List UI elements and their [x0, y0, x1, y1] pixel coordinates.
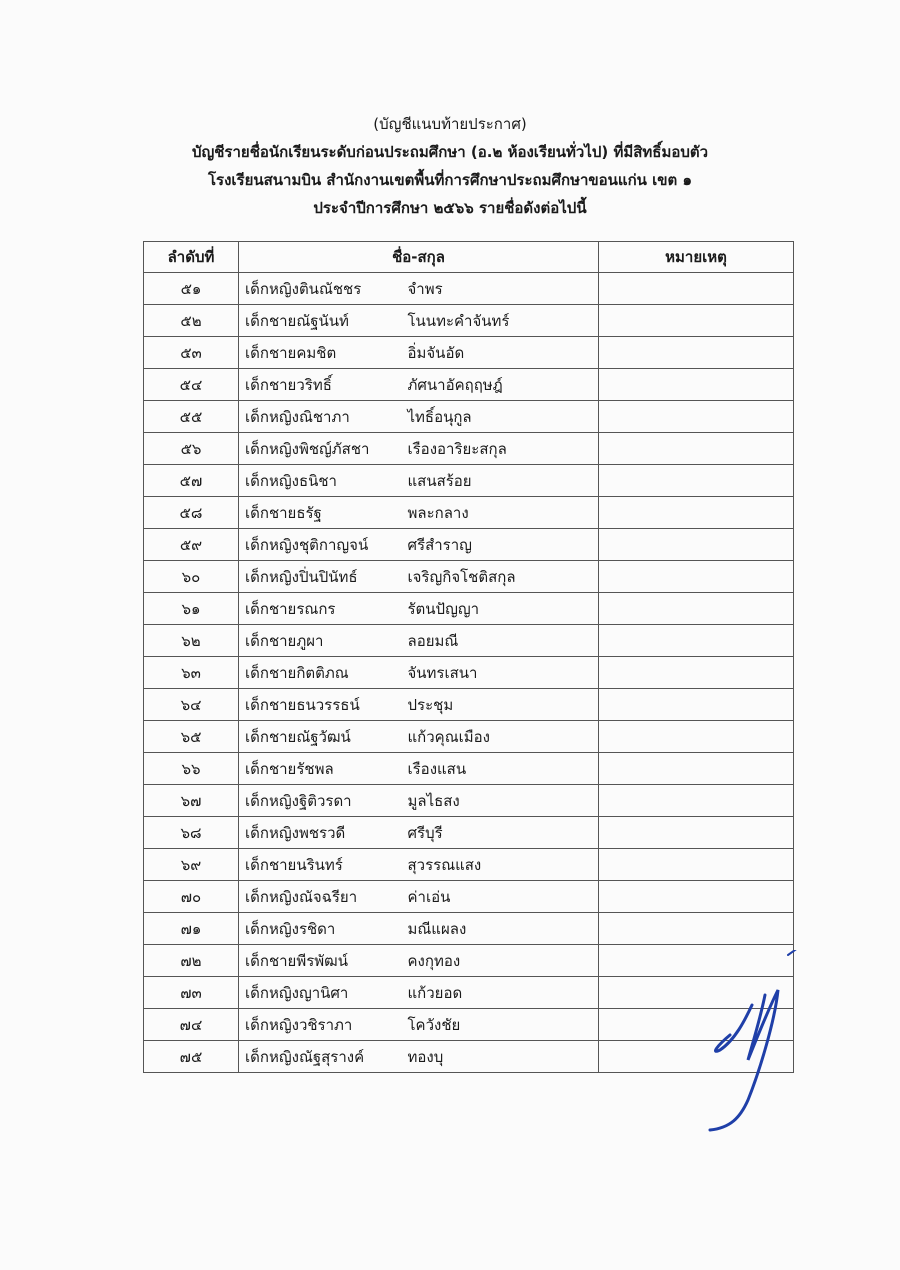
- student-surname: แสนสร้อย: [404, 465, 599, 497]
- table-row: [144, 721, 794, 753]
- student-name: เด็กชายกิตติภณ: [239, 657, 404, 689]
- handwritten-signature: [690, 950, 810, 1140]
- row-note: [599, 849, 794, 881]
- student-name: เด็กหญิงตินณัชชร: [239, 273, 404, 305]
- row-number: ๗๔: [144, 1009, 239, 1041]
- header-note: หมายเหตุ: [599, 242, 794, 273]
- row-note: [599, 401, 794, 433]
- row-note: [599, 913, 794, 945]
- row-note: [599, 753, 794, 785]
- student-name: เด็กชายณัฐวัฒน์: [239, 721, 404, 753]
- table-row: [144, 561, 794, 593]
- table-row: [144, 273, 794, 305]
- student-name: เด็กหญิงพชรวดี: [239, 817, 404, 849]
- student-name: เด็กหญิงฐิติวรดา: [239, 785, 404, 817]
- student-surname: ไทธิ์อนุกูล: [404, 401, 599, 433]
- student-surname: แก้วยอด: [404, 977, 599, 1009]
- student-surname: โควังชัย: [404, 1009, 599, 1041]
- signature-stroke-3: [788, 950, 802, 955]
- row-note: [599, 593, 794, 625]
- table-row: [144, 785, 794, 817]
- student-name: เด็กหญิงปิ่นปินัทธ์: [239, 561, 404, 593]
- table-row: [144, 465, 794, 497]
- table-row: [144, 529, 794, 561]
- row-note: [599, 657, 794, 689]
- table-row: [144, 849, 794, 881]
- table-row: [144, 337, 794, 369]
- student-surname: ศรีสำราญ: [404, 529, 599, 561]
- student-surname: พละกลาง: [404, 497, 599, 529]
- row-number: ๕๓: [144, 337, 239, 369]
- table-row: [144, 881, 794, 913]
- student-name: เด็กหญิงพิชญ์ภัสชา: [239, 433, 404, 465]
- row-number: ๗๕: [144, 1041, 239, 1073]
- row-number: ๗๑: [144, 913, 239, 945]
- student-name: เด็กหญิงชุติกาญจน์: [239, 529, 404, 561]
- student-roster-table: [143, 241, 794, 1073]
- student-surname: มณีแผลง: [404, 913, 599, 945]
- row-number: ๕๙: [144, 529, 239, 561]
- table-row: [144, 401, 794, 433]
- row-number: ๖๐: [144, 561, 239, 593]
- table-row: [144, 753, 794, 785]
- student-surname: ลอยมณี: [404, 625, 599, 657]
- student-name: เด็กชายรัชพล: [239, 753, 404, 785]
- student-name: เด็กหญิงรชิดา: [239, 913, 404, 945]
- student-surname: เจริญกิจโชติสกุล: [404, 561, 599, 593]
- table-row: [144, 497, 794, 529]
- student-name: เด็กหญิงธนิชา: [239, 465, 404, 497]
- student-surname: ประชุม: [404, 689, 599, 721]
- row-note: [599, 785, 794, 817]
- row-note: [599, 817, 794, 849]
- header-name: ชื่อ-สกุล: [239, 242, 599, 273]
- row-number: ๕๑: [144, 273, 239, 305]
- student-name: เด็กชายณัฐนันท์: [239, 305, 404, 337]
- student-surname: ศรีบุรี: [404, 817, 599, 849]
- row-note: [599, 689, 794, 721]
- signature-stroke-2: [710, 990, 778, 1130]
- student-surname: ค่าเอ่น: [404, 881, 599, 913]
- title-line-3: ประจำปีการศึกษา ๒๕๖๖ รายชื่อดังต่อไปนี้: [313, 199, 587, 217]
- table-row: [144, 657, 794, 689]
- title-line-2: โรงเรียนสนามบิน สำนักงานเขตพื้นที่การศึกษาประถมศึกษาขอนแก่น เขต ๑: [207, 171, 693, 189]
- student-name: เด็กหญิงณัฐสุรางค์: [239, 1041, 404, 1073]
- row-number: ๕๗: [144, 465, 239, 497]
- row-note: [599, 305, 794, 337]
- row-number: ๖๘: [144, 817, 239, 849]
- row-note: [599, 561, 794, 593]
- student-name: เด็กหญิงวชิราภา: [239, 1009, 404, 1041]
- table-row: [144, 433, 794, 465]
- student-surname: ทองบุ: [404, 1041, 599, 1073]
- row-note: [599, 529, 794, 561]
- row-note: [599, 337, 794, 369]
- student-surname: รัตนปัญญา: [404, 593, 599, 625]
- row-number: ๕๒: [144, 305, 239, 337]
- attachment-subtitle: (บัญชีแนบท้ายประกาศ): [373, 115, 527, 133]
- row-number: ๖๒: [144, 625, 239, 657]
- row-note: [599, 497, 794, 529]
- student-surname: จำพร: [404, 273, 599, 305]
- row-number: ๖๑: [144, 593, 239, 625]
- table-row: [144, 593, 794, 625]
- student-surname: สุวรรณแสง: [404, 849, 599, 881]
- row-note: [599, 273, 794, 305]
- table-row: [144, 913, 794, 945]
- table-row: [144, 689, 794, 721]
- row-note: [599, 369, 794, 401]
- student-surname: คงกุทอง: [404, 945, 599, 977]
- row-note: [599, 465, 794, 497]
- student-name: เด็กชายนรินทร์: [239, 849, 404, 881]
- row-note: [599, 881, 794, 913]
- header-no: ลำดับที่: [144, 242, 239, 273]
- student-name: เด็กชายคมชิต: [239, 337, 404, 369]
- row-number: ๖๔: [144, 689, 239, 721]
- row-number: ๖๗: [144, 785, 239, 817]
- student-name: เด็กชายธรัฐ: [239, 497, 404, 529]
- student-surname: โนนทะคำจันทร์: [404, 305, 599, 337]
- student-name: เด็กหญิงณัจฉรียา: [239, 881, 404, 913]
- student-name: เด็กชายรณกร: [239, 593, 404, 625]
- row-note: [599, 625, 794, 657]
- row-number: ๖๖: [144, 753, 239, 785]
- student-name: เด็กชายภูผา: [239, 625, 404, 657]
- table-header-row: [144, 242, 794, 273]
- student-name: เด็กหญิงญานิศา: [239, 977, 404, 1009]
- student-surname: เรืองอาริยะสกุล: [404, 433, 599, 465]
- student-surname: จันทรเสนา: [404, 657, 599, 689]
- row-number: ๖๓: [144, 657, 239, 689]
- student-surname: เรืองแสน: [404, 753, 599, 785]
- row-note: [599, 721, 794, 753]
- table-row: [144, 625, 794, 657]
- document-header: [0, 110, 900, 222]
- row-number: ๖๙: [144, 849, 239, 881]
- student-name: เด็กชายธนวรรธน์: [239, 689, 404, 721]
- table-row: [144, 817, 794, 849]
- student-surname: มูลไธสง: [404, 785, 599, 817]
- row-number: ๗๒: [144, 945, 239, 977]
- row-number: ๕๖: [144, 433, 239, 465]
- row-number: ๕๕: [144, 401, 239, 433]
- student-surname: ภัศนาอัคฤฤษฎ์: [404, 369, 599, 401]
- row-number: ๗๓: [144, 977, 239, 1009]
- row-number: ๕๘: [144, 497, 239, 529]
- student-name: เด็กหญิงณิชาภา: [239, 401, 404, 433]
- student-surname: แก้วคุณเมือง: [404, 721, 599, 753]
- row-number: ๗๐: [144, 881, 239, 913]
- table-row: [144, 305, 794, 337]
- row-note: [599, 433, 794, 465]
- table-row: [144, 369, 794, 401]
- student-surname: อิ่มจันอัด: [404, 337, 599, 369]
- student-name: เด็กชายพีรพัฒน์: [239, 945, 404, 977]
- student-name: เด็กชายวริทธิ์: [239, 369, 404, 401]
- signature-stroke-1: [715, 1005, 752, 1051]
- row-number: ๖๕: [144, 721, 239, 753]
- title-line-1: บัญชีรายชื่อนักเรียนระดับก่อนประถมศึกษา (อ.๒ ห้องเรียนทั่วไป) ที่มีสิทธิ์มอบตัว: [191, 143, 709, 161]
- row-number: ๕๔: [144, 369, 239, 401]
